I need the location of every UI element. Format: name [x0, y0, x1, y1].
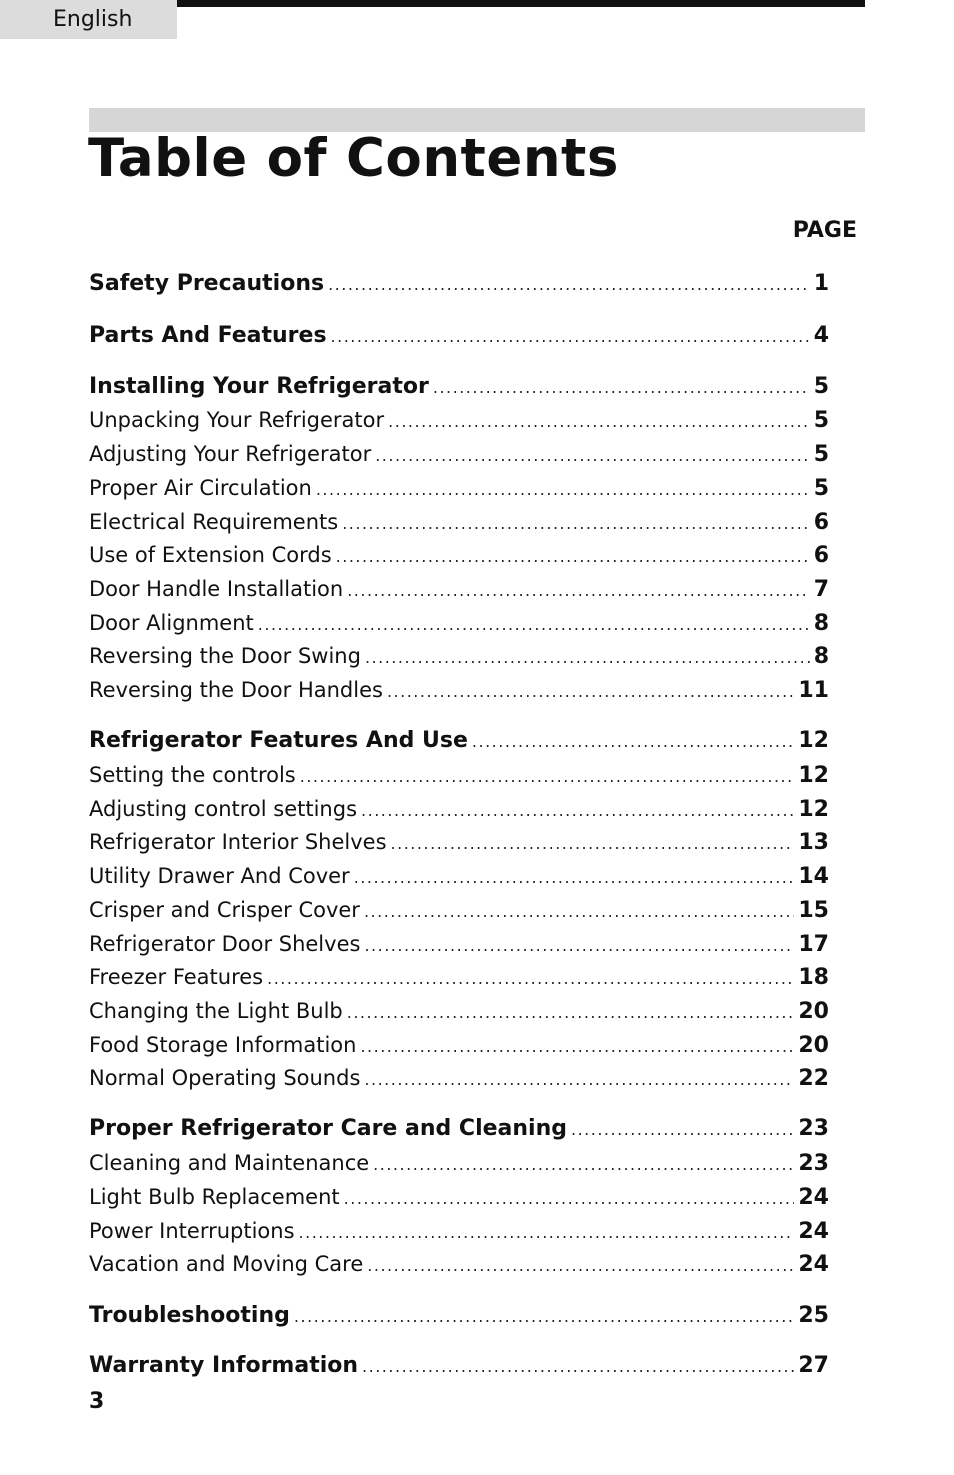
toc-section-entry[interactable]: [89, 371, 829, 403]
toc-entry-page: 18: [798, 965, 829, 990]
toc-entry-label: Reversing the Door Handles: [89, 678, 383, 702]
toc-entry[interactable]: [89, 1248, 829, 1280]
toc-entry-label: Adjusting Your Refrigerator: [89, 442, 372, 466]
toc-entry-page: 5: [813, 476, 829, 501]
toc-entry-page: 6: [813, 510, 829, 535]
toc-entry-label: Proper Refrigerator Care and Cleaning: [89, 1116, 567, 1141]
toc-dot-leader: [354, 862, 795, 894]
toc-entry-label: Reversing the Door Swing: [89, 644, 361, 668]
toc-entry-page: 27: [798, 1353, 829, 1378]
toc-entry-label: Parts And Features: [89, 323, 327, 348]
toc-entry[interactable]: [89, 674, 829, 706]
toc-entry[interactable]: [89, 539, 829, 571]
toc-entry-label: Light Bulb Replacement: [89, 1185, 340, 1209]
toc-entry-label: Unpacking Your Refrigerator: [89, 408, 385, 432]
toc-entry[interactable]: [89, 759, 829, 791]
toc-entry[interactable]: [89, 573, 829, 605]
toc-entry-page: 20: [798, 1033, 829, 1058]
toc-dot-leader: [388, 406, 810, 438]
toc-dot-leader: [267, 963, 794, 995]
toc-entry-label: Food Storage Information: [89, 1033, 357, 1057]
toc-dot-leader: [387, 676, 794, 708]
toc-entry[interactable]: [89, 1181, 829, 1213]
header-rule: [177, 0, 865, 7]
toc-section-entry[interactable]: [89, 268, 829, 300]
page-number: 3: [89, 1389, 105, 1414]
toc-entry[interactable]: [89, 894, 829, 926]
toc-entry-label: Power Interruptions: [89, 1219, 295, 1243]
toc-section-entry[interactable]: [89, 1300, 829, 1332]
toc-entry-page: 5: [813, 408, 829, 433]
toc-entry-label: Utility Drawer And Cover: [89, 864, 350, 888]
toc-dot-leader: [328, 269, 810, 301]
toc-entry[interactable]: [89, 1215, 829, 1247]
toc-entry-label: Freezer Features: [89, 965, 264, 989]
toc-dot-leader: [391, 828, 795, 860]
toc-dot-leader: [361, 795, 794, 827]
toc-entry-page: 12: [798, 763, 829, 788]
toc-entry-label: Changing the Light Bulb: [89, 999, 343, 1023]
toc-dot-leader: [331, 321, 810, 353]
toc-entry-page: 17: [798, 932, 829, 957]
toc-entry-label: Door Handle Installation: [89, 577, 344, 601]
toc-section-entry[interactable]: [89, 1350, 829, 1382]
toc-entry-label: Door Alignment: [89, 611, 254, 635]
toc-entry[interactable]: [89, 928, 829, 960]
toc-entry[interactable]: [89, 961, 829, 993]
language-tab: [0, 0, 177, 39]
toc-dot-leader: [360, 1031, 794, 1063]
toc-entry-label: Safety Precautions: [89, 271, 325, 296]
toc-entry[interactable]: [89, 793, 829, 825]
toc-dot-leader: [258, 609, 810, 641]
toc-entry[interactable]: [89, 607, 829, 639]
language-label: English: [53, 7, 133, 32]
toc-entry-page: 24: [798, 1252, 829, 1277]
toc-entry-label: Refrigerator Door Shelves: [89, 932, 361, 956]
toc-entry[interactable]: [89, 1062, 829, 1094]
toc-entry[interactable]: [89, 506, 829, 538]
toc-dot-leader: [316, 474, 810, 506]
toc-dot-leader: [336, 541, 810, 573]
toc-entry-label: Normal Operating Sounds: [89, 1066, 361, 1090]
toc-entry-label: Installing Your Refrigerator: [89, 374, 429, 399]
toc-entry-page: 23: [798, 1151, 829, 1176]
toc-entry-page: 24: [798, 1219, 829, 1244]
toc-dot-leader: [373, 1149, 794, 1181]
toc-entry-page: 5: [813, 442, 829, 467]
toc-dot-leader: [365, 642, 810, 674]
toc-entry[interactable]: [89, 826, 829, 858]
toc-entry-page: 23: [798, 1116, 829, 1141]
toc-dot-leader: [299, 1217, 795, 1249]
toc-dot-leader: [433, 372, 810, 404]
toc-entry-page: 24: [798, 1185, 829, 1210]
toc-dot-leader: [375, 440, 809, 472]
toc-dot-leader: [364, 896, 794, 928]
toc-entry-label: Crisper and Crisper Cover: [89, 898, 360, 922]
toc-entry-label: Adjusting control settings: [89, 797, 358, 821]
toc-entry-page: 5: [813, 374, 829, 399]
toc-entry-page: 25: [798, 1303, 829, 1328]
page-title: Table of Contents: [88, 128, 619, 189]
toc-entry-label: Warranty Information: [89, 1353, 359, 1378]
toc-entry-page: 12: [798, 797, 829, 822]
toc-entry-page: 4: [813, 323, 829, 348]
toc-entry-page: 7: [813, 577, 829, 602]
toc-entry-label: Vacation and Moving Care: [89, 1252, 364, 1276]
toc-entry-label: Refrigerator Features And Use: [89, 728, 468, 753]
toc-dot-leader: [362, 1351, 794, 1383]
toc-dot-leader: [294, 1301, 794, 1333]
toc-dot-leader: [364, 1064, 794, 1096]
toc-entry[interactable]: [89, 640, 829, 672]
toc-entry-page: 15: [798, 898, 829, 923]
toc-dot-leader: [342, 508, 809, 540]
toc-entry-page: 20: [798, 999, 829, 1024]
toc-entry[interactable]: [89, 1029, 829, 1061]
toc-entry-label: Use of Extension Cords: [89, 543, 332, 567]
toc-dot-leader: [364, 930, 794, 962]
toc-dot-leader: [367, 1250, 794, 1282]
toc-entry[interactable]: [89, 472, 829, 504]
toc-dot-leader: [571, 1114, 794, 1146]
toc-entry-label: Troubleshooting: [89, 1303, 290, 1328]
toc-dot-leader: [300, 761, 795, 793]
toc-entry-label: Proper Air Circulation: [89, 476, 312, 500]
toc-entry-page: 14: [798, 864, 829, 889]
toc-entry-label: Setting the controls: [89, 763, 296, 787]
toc-entry-page: 11: [798, 678, 829, 703]
toc-entry[interactable]: [89, 860, 829, 892]
toc-entry-page: 22: [798, 1066, 829, 1091]
toc-dot-leader: [347, 997, 795, 1029]
toc-entry[interactable]: [89, 995, 829, 1027]
toc-entry-label: Cleaning and Maintenance: [89, 1151, 370, 1175]
toc-dot-leader: [344, 1183, 795, 1215]
toc-section-entry[interactable]: [89, 725, 829, 757]
page-column-header: PAGE: [792, 218, 857, 243]
toc-entry-page: 12: [798, 728, 829, 753]
toc-section-entry[interactable]: [89, 320, 829, 352]
toc-entry[interactable]: [89, 438, 829, 470]
toc-entry-page: 6: [813, 543, 829, 568]
toc-entry-page: 8: [813, 644, 829, 669]
toc-dot-leader: [347, 575, 809, 607]
toc-entry-page: 8: [813, 611, 829, 636]
toc-entry-label: Electrical Requirements: [89, 510, 339, 534]
toc-entry[interactable]: [89, 404, 829, 436]
toc-entry-label: Refrigerator Interior Shelves: [89, 830, 387, 854]
toc-entry-page: 13: [798, 830, 829, 855]
toc-entry[interactable]: [89, 1147, 829, 1179]
toc-dot-leader: [472, 726, 794, 758]
toc-section-entry[interactable]: [89, 1113, 829, 1145]
toc-entry-page: 1: [813, 271, 829, 296]
